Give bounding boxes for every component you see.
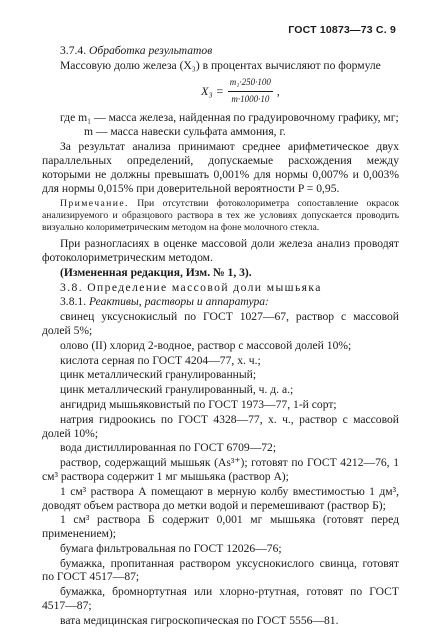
section-title: Обработка результатов — [89, 44, 213, 57]
list-item: бумага фильтровальная по ГОСТ 12026—76; — [60, 541, 282, 555]
note-paragraph — [42, 198, 399, 233]
list-item: цинк металлический гранулированный; — [60, 368, 257, 382]
list-item: кислота серная по ГОСТ 4204—77, х. ч.; — [60, 353, 261, 367]
list-item: натрия гидроокись по ГОСТ 4328—77, х. ч., раствор с массовой долей 10%; — [42, 412, 399, 440]
note-text: При отсутствии фотоколориметра сопоставление окрасок анализируемого и образцового раствора в тех же условиях допускается проводить визуально колориметрическим методом на фоне молочного стекла. — [42, 198, 399, 233]
list-item: раствор, содержащий мышьяк (As³⁺); готовят по ГОСТ 4212—76, 1 см³ раствора содержит 1 мг мышьяка (раствор А); — [42, 456, 399, 483]
list-item: вата медицинская гигроскопическая по ГОСТ 5556—81. — [60, 613, 339, 627]
list-item: 1 см³ раствора Б содержит 0,001 мг мышьяка (готовят перед применением); — [42, 513, 399, 541]
list-item: свинец уксуснокислый по ГОСТ 1027—67, раствор с массовой долей 5%; — [42, 310, 399, 337]
list-item: вода дистиллированная по ГОСТ 6709—72; — [60, 441, 277, 455]
list-item: бумажка, пропитанная раствором уксуснокислого свинца, готовят по ГОСТ 4517—87; — [42, 556, 399, 584]
page-header: ГОСТ 10873—73 С. 9 — [288, 24, 396, 36]
list-item: 1 см³ раствора А помещают в мерную колбу вместимостью 1 дм³, доводят объем раствора до метки водой и перемешивают (раствор Б); — [42, 484, 399, 512]
formula-numerator: m₁·250·100 — [228, 76, 273, 92]
list-item: бумажка, бромнортутная или хлорно-ртутная, готовят по ГОСТ 4517—87; — [42, 585, 399, 613]
list-item: цинк металлический гранулированный, ч. д. а.; — [60, 383, 294, 397]
formula-fraction — [228, 76, 273, 107]
amendment-note: (Измененная редакция, Изм. № 1, 3). — [60, 265, 252, 279]
page-content — [42, 44, 399, 629]
where-m1: где m₁ — масса железа, найденная по градуировочному графику, мг; — [60, 110, 399, 124]
section-3-8-1-heading — [42, 295, 399, 309]
result-paragraph: За результат анализа принимают среднее арифметическое двух параллельных определений, допускаемые расхождения между которыми не должны превышать 0,001% для нормы 0,007% и 0,003% для нормы 0,015% при доверительной вероятности P = 0,95. — [42, 140, 399, 195]
where-m: m — масса навески сульфата аммония, г. — [84, 125, 286, 139]
section-number: 3.7.4. — [60, 44, 87, 57]
formula-tail: , — [276, 84, 280, 98]
formula-block — [82, 76, 399, 108]
formula-lhs: X₃ = — [201, 83, 224, 98]
formula-denominator: m·1000·10 — [231, 94, 270, 105]
formula-intro: Массовую долю железа (X₃) в процентах вычисляют по формуле — [60, 58, 381, 72]
note-label: Примечание. — [60, 198, 129, 210]
list-item: ангидрид мышьяковистый по ГОСТ 1973—77, 1-й сорт; — [60, 397, 337, 411]
reagent-list — [42, 310, 399, 628]
list-item: олово (II) хлорид 2-водное, раствор с массовой долей 10%; — [60, 338, 352, 352]
dispute-paragraph: При разногласиях в оценке массовой доли железа анализ проводят фотоколориметрическим методом. — [42, 237, 399, 264]
section-3-7-4-heading — [42, 44, 399, 58]
section-number: 3.8.1. — [60, 295, 87, 309]
section-title: Реактивы, растворы и аппаратура: — [89, 295, 269, 309]
section-3-8-heading: 3.8. Определение массовой доли мышьяка — [60, 280, 322, 294]
